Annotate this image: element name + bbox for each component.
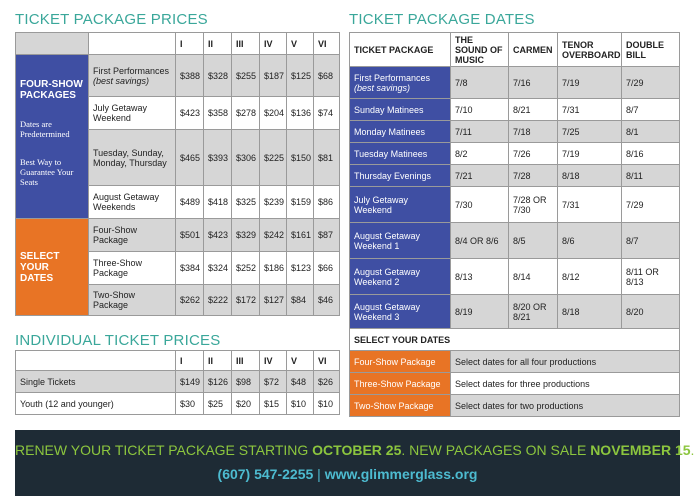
best-savings-note: (best savings) — [93, 75, 150, 86]
column-header: I — [176, 351, 204, 371]
select-dates-group-cell — [16, 219, 89, 316]
price-cell: $187 — [260, 55, 287, 97]
table-row — [350, 99, 680, 121]
banner-contact — [15, 466, 680, 482]
price-cell: $66 — [314, 252, 340, 285]
date-cell: 7/16 — [509, 67, 558, 99]
price-cell: $242 — [260, 219, 287, 252]
row-label: August Getaway Weekend 1 — [350, 223, 451, 259]
price-cell: $10 — [287, 393, 314, 415]
date-cell: 7/31 — [558, 187, 622, 223]
row-label: Three-Show Package — [89, 252, 176, 285]
row-label: Monday Matinees — [350, 121, 451, 143]
select-description: Select dates for three productions — [451, 373, 680, 395]
price-cell: $84 — [287, 285, 314, 316]
date-cell: 7/19 — [558, 143, 622, 165]
table-row — [350, 67, 680, 99]
date-cell: 7/29 — [622, 187, 680, 223]
row-label: July Getaway Weekend — [89, 97, 176, 130]
price-cell: $149 — [176, 371, 204, 393]
price-cell: $489 — [176, 186, 204, 219]
row-label: Sunday Matinees — [350, 99, 451, 121]
price-cell: $159 — [287, 186, 314, 219]
table-row — [350, 373, 680, 395]
table-row — [350, 187, 680, 223]
price-cell: $239 — [260, 186, 287, 219]
price-cell: $87 — [314, 219, 340, 252]
price-cell: $125 — [287, 55, 314, 97]
row-label: July Getaway Weekend — [350, 187, 451, 223]
row-label: Youth (12 and younger) — [16, 393, 176, 415]
price-cell: $324 — [204, 252, 232, 285]
date-cell: 8/11 OR 8/13 — [622, 259, 680, 295]
price-cell: $384 — [176, 252, 204, 285]
date-cell: 8/20 OR 8/21 — [509, 295, 558, 329]
price-cell: $252 — [232, 252, 260, 285]
date-cell: 7/29 — [622, 67, 680, 99]
price-cell: $418 — [204, 186, 232, 219]
date-cell: 8/6 — [558, 223, 622, 259]
price-cell: $329 — [232, 219, 260, 252]
website-link[interactable]: www.glimmerglass.org — [324, 466, 478, 482]
table-row — [350, 395, 680, 417]
price-cell: $278 — [232, 97, 260, 130]
date-cell: 7/11 — [451, 121, 509, 143]
column-header: THE SOUND OF MUSIC — [451, 33, 509, 67]
row-label: Four-Show Package — [89, 219, 176, 252]
row-label: Thursday Evenings — [350, 165, 451, 187]
date-cell: 7/8 — [451, 67, 509, 99]
column-header: VI — [314, 351, 340, 371]
column-header: V — [287, 33, 314, 55]
date-cell: 8/18 — [558, 295, 622, 329]
column-header: TENOR OVERBOARD — [558, 33, 622, 67]
price-cell: $222 — [204, 285, 232, 316]
row-label: Tuesday, Sunday, Monday, Thursday — [89, 130, 176, 186]
select-description: Select dates for two productions — [451, 395, 680, 417]
select-description: Select dates for all four productions — [451, 351, 680, 373]
select-dates-heading: SELECT YOUR DATES — [350, 329, 680, 351]
date-cell: 8/1 — [622, 121, 680, 143]
price-cell: $306 — [232, 130, 260, 186]
date-cell: 7/19 — [558, 67, 622, 99]
header-empty — [16, 351, 176, 371]
row-label: Three-Show Package — [350, 373, 451, 395]
row-label: Tuesday Matinees — [350, 143, 451, 165]
table-row — [350, 259, 680, 295]
package-dates-header-row — [350, 33, 680, 67]
price-cell: $20 — [232, 393, 260, 415]
banner-renewal-text: RENEW YOUR TICKET PACKAGE STARTING OCTOBER 25. NEW PACKAGES ON SALE NOVEMBER 15. — [15, 442, 695, 458]
date-cell: 8/19 — [451, 295, 509, 329]
column-header: I — [176, 33, 204, 55]
price-cell: $86 — [314, 186, 340, 219]
price-cell: $81 — [314, 130, 340, 186]
price-cell: $30 — [176, 393, 204, 415]
price-cell: $255 — [232, 55, 260, 97]
individual-prices-table — [15, 350, 340, 415]
price-cell: $393 — [204, 130, 232, 186]
row-label: August Getaway Weekend 3 — [350, 295, 451, 329]
price-cell: $328 — [204, 55, 232, 97]
date-cell: 8/13 — [451, 259, 509, 295]
package-dates-table — [349, 32, 680, 417]
column-header: VI — [314, 33, 340, 55]
column-header: TICKET PACKAGE — [350, 33, 451, 67]
best-savings-note: (best savings) — [354, 82, 411, 93]
select-dates-header-row — [350, 329, 680, 351]
date-cell: 7/26 — [509, 143, 558, 165]
price-cell: $126 — [204, 371, 232, 393]
column-header: CARMEN — [509, 33, 558, 67]
row-label: Two-Show Package — [89, 285, 176, 316]
table-row — [16, 393, 340, 415]
header-empty — [16, 33, 89, 55]
package-prices-table — [15, 32, 340, 316]
price-cell: $358 — [204, 97, 232, 130]
row-label: Four-Show Package — [350, 351, 451, 373]
price-cell: $186 — [260, 252, 287, 285]
row-label: Single Tickets — [16, 371, 176, 393]
date-cell: 8/2 — [451, 143, 509, 165]
price-cell: $262 — [176, 285, 204, 316]
date-cell: 8/7 — [622, 99, 680, 121]
column-header: III — [232, 351, 260, 371]
price-cell: $127 — [260, 285, 287, 316]
date-cell: 7/30 — [451, 187, 509, 223]
column-header: IV — [260, 33, 287, 55]
date-cell: 8/21 — [509, 99, 558, 121]
package-prices-header-row — [16, 33, 340, 55]
date-cell: 8/12 — [558, 259, 622, 295]
date-cell: 8/16 — [622, 143, 680, 165]
table-row — [350, 295, 680, 329]
contact-separator: | — [317, 466, 321, 482]
price-cell: $225 — [260, 130, 287, 186]
price-cell: $48 — [287, 371, 314, 393]
column-header: II — [204, 33, 232, 55]
price-cell: $46 — [314, 285, 340, 316]
table-row — [350, 121, 680, 143]
four-show-note-guarantee: Best Way to Guarantee Your Seats — [20, 157, 74, 187]
new-packages-date: NOVEMBER 15 — [590, 442, 691, 458]
phone-number[interactable]: (607) 547-2255 — [217, 466, 314, 482]
date-cell: 8/18 — [558, 165, 622, 187]
price-cell: $72 — [260, 371, 287, 393]
price-cell: $74 — [314, 97, 340, 130]
date-cell: 8/11 — [622, 165, 680, 187]
individual-header-row — [16, 351, 340, 371]
table-row — [350, 143, 680, 165]
price-cell: $68 — [314, 55, 340, 97]
four-show-group-cell — [16, 55, 89, 219]
price-cell: $123 — [287, 252, 314, 285]
individual-prices-title: INDIVIDUAL TICKET PRICES — [15, 332, 221, 349]
price-cell: $172 — [232, 285, 260, 316]
date-cell: 7/10 — [451, 99, 509, 121]
date-cell: 7/31 — [558, 99, 622, 121]
column-header: DOUBLE BILL — [622, 33, 680, 67]
table-row — [350, 351, 680, 373]
date-cell: 7/25 — [558, 121, 622, 143]
select-dates-group-title: SELECT YOUR DATES — [20, 250, 60, 284]
date-cell: 7/28 — [509, 165, 558, 187]
column-header: V — [287, 351, 314, 371]
date-cell: 8/20 — [622, 295, 680, 329]
price-cell: $25 — [204, 393, 232, 415]
date-cell: 7/21 — [451, 165, 509, 187]
price-cell: $204 — [260, 97, 287, 130]
header-empty — [89, 33, 176, 55]
renewal-banner — [15, 430, 695, 496]
renewal-date: OCTOBER 25 — [312, 442, 402, 458]
price-cell: $423 — [204, 219, 232, 252]
package-dates-title: TICKET PACKAGE DATES — [349, 11, 535, 28]
column-header: II — [204, 351, 232, 371]
row-label: First Performances (best savings) — [89, 55, 176, 97]
row-label: First Performances (best savings) — [350, 67, 451, 99]
price-cell: $15 — [260, 393, 287, 415]
price-cell: $465 — [176, 130, 204, 186]
price-cell: $388 — [176, 55, 204, 97]
price-cell: $325 — [232, 186, 260, 219]
price-cell: $150 — [287, 130, 314, 186]
column-header: III — [232, 33, 260, 55]
package-prices-title: TICKET PACKAGE PRICES — [15, 11, 208, 28]
price-cell: $26 — [314, 371, 340, 393]
table-row — [16, 371, 340, 393]
price-cell: $136 — [287, 97, 314, 130]
price-cell: $161 — [287, 219, 314, 252]
price-cell: $10 — [314, 393, 340, 415]
date-cell: 8/7 — [622, 223, 680, 259]
row-label: Two-Show Package — [350, 395, 451, 417]
table-row — [16, 55, 340, 97]
price-cell: $423 — [176, 97, 204, 130]
table-row — [350, 223, 680, 259]
table-row — [16, 219, 340, 252]
table-row — [350, 165, 680, 187]
date-cell: 8/14 — [509, 259, 558, 295]
price-cell: $501 — [176, 219, 204, 252]
date-cell: 7/28 OR 7/30 — [509, 187, 558, 223]
row-label: August Getaway Weekend 2 — [350, 259, 451, 295]
date-cell: 7/18 — [509, 121, 558, 143]
price-cell: $98 — [232, 371, 260, 393]
four-show-note-predetermined: Dates are Predetermined — [20, 119, 70, 139]
four-show-group-title: FOUR-SHOW PACKAGES — [20, 79, 83, 101]
column-header: IV — [260, 351, 287, 371]
row-label: August Getaway Weekends — [89, 186, 176, 219]
date-cell: 8/5 — [509, 223, 558, 259]
date-cell: 8/4 OR 8/6 — [451, 223, 509, 259]
